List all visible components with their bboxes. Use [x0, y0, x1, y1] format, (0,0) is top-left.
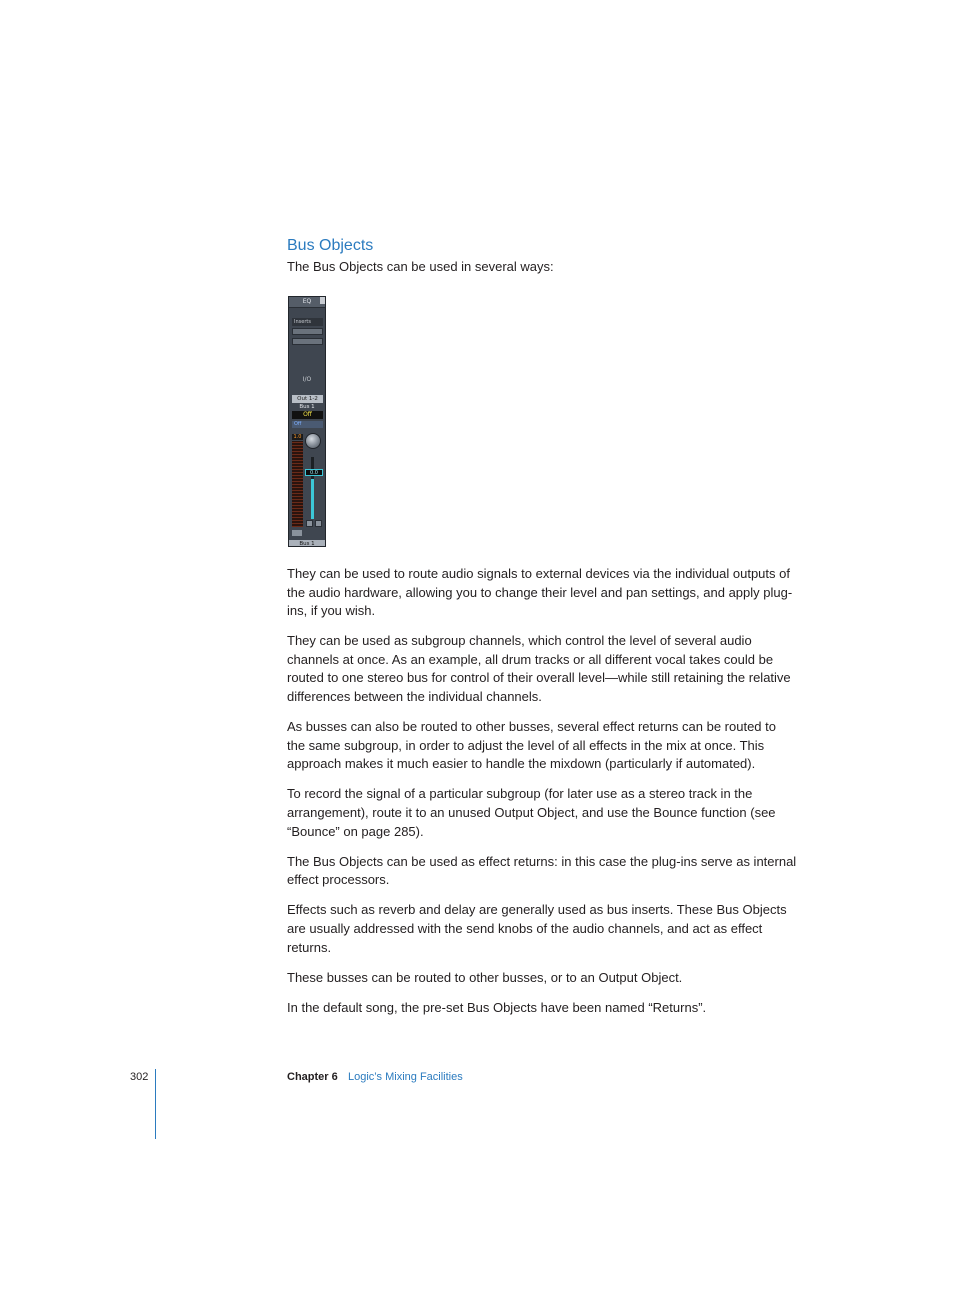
footer-rule	[155, 1069, 156, 1139]
volume-fader-fill	[311, 479, 314, 519]
solo-button[interactable]	[315, 520, 322, 527]
channel-name-label[interactable]: Bus 1	[289, 540, 325, 547]
paragraph: They can be used as subgroup channels, which control the level of several audio channels at once. As an example, all drum tracks or all different vocal takes could be routed to one stereo bus for control of their overall level—while still retaining the relative differences between the individual channels.	[287, 633, 791, 705]
automation-mode-menu[interactable]: Off	[292, 421, 323, 428]
io-label: I/O	[302, 376, 312, 383]
insert-slot[interactable]	[292, 328, 323, 335]
divider	[289, 307, 325, 308]
body-text	[287, 565, 797, 1029]
eq-display[interactable]: EQ	[289, 297, 325, 307]
pan-knob[interactable]	[305, 433, 321, 449]
paragraph: The Bus Objects can be used as effect returns: in this case the plug-ins serve as internal effect processors.	[287, 853, 797, 888]
inserts-menu[interactable]: Inserts	[292, 318, 323, 326]
section-heading: Bus Objects	[287, 237, 374, 254]
paragraph: As busses can also be routed to other busses, several effect returns can be routed to the same subgroup, in order to adjust the level of all effects in the mix at once. This approach makes it much easier to handle the mixdown (particularly if automated).	[287, 719, 776, 772]
chapter-label: Chapter 6	[287, 1071, 338, 1083]
bounce-button[interactable]	[292, 530, 302, 536]
paragraph: Effects such as reverb and delay are generally used as bus inserts. These Bus Objects are usually addressed with the send knobs of the audio channels, and act as effect returns.	[287, 902, 787, 955]
paragraph: In the default song, the pre-set Bus Objects have been named “Returns”.	[287, 999, 707, 1015]
insert-slot[interactable]	[292, 338, 323, 345]
paragraph: These busses can be routed to other busses, or to an Output Object.	[287, 969, 683, 985]
bus-label: Bus 1	[299, 404, 315, 410]
intro-text: The Bus Objects can be used in several ways:	[287, 259, 554, 274]
input-selector[interactable]: Off	[292, 411, 323, 419]
chapter-title: Logic’s Mixing Facilities	[348, 1071, 463, 1083]
mute-button[interactable]	[306, 520, 313, 527]
volume-display: 0.0	[305, 469, 323, 476]
eq-toggle-icon	[320, 297, 325, 304]
paragraph: To record the signal of a particular subgroup (for later use as a stereo track in the arrangement), route it to an unused Output Object, and use the Bounce function (see “Bounce” on page 285).	[287, 786, 776, 839]
paragraph: They can be used to route audio signals to external devices via the individual outputs of the audio hardware, allowing you to change their level and pan settings, and apply plug-ins, if you wish.	[287, 566, 793, 619]
peak-level-display: 1.0	[293, 434, 302, 440]
level-meter	[292, 441, 303, 527]
output-selector[interactable]: Out 1-2	[292, 395, 323, 403]
page-number: 302	[130, 1071, 149, 1083]
channel-strip-figure	[288, 296, 326, 547]
